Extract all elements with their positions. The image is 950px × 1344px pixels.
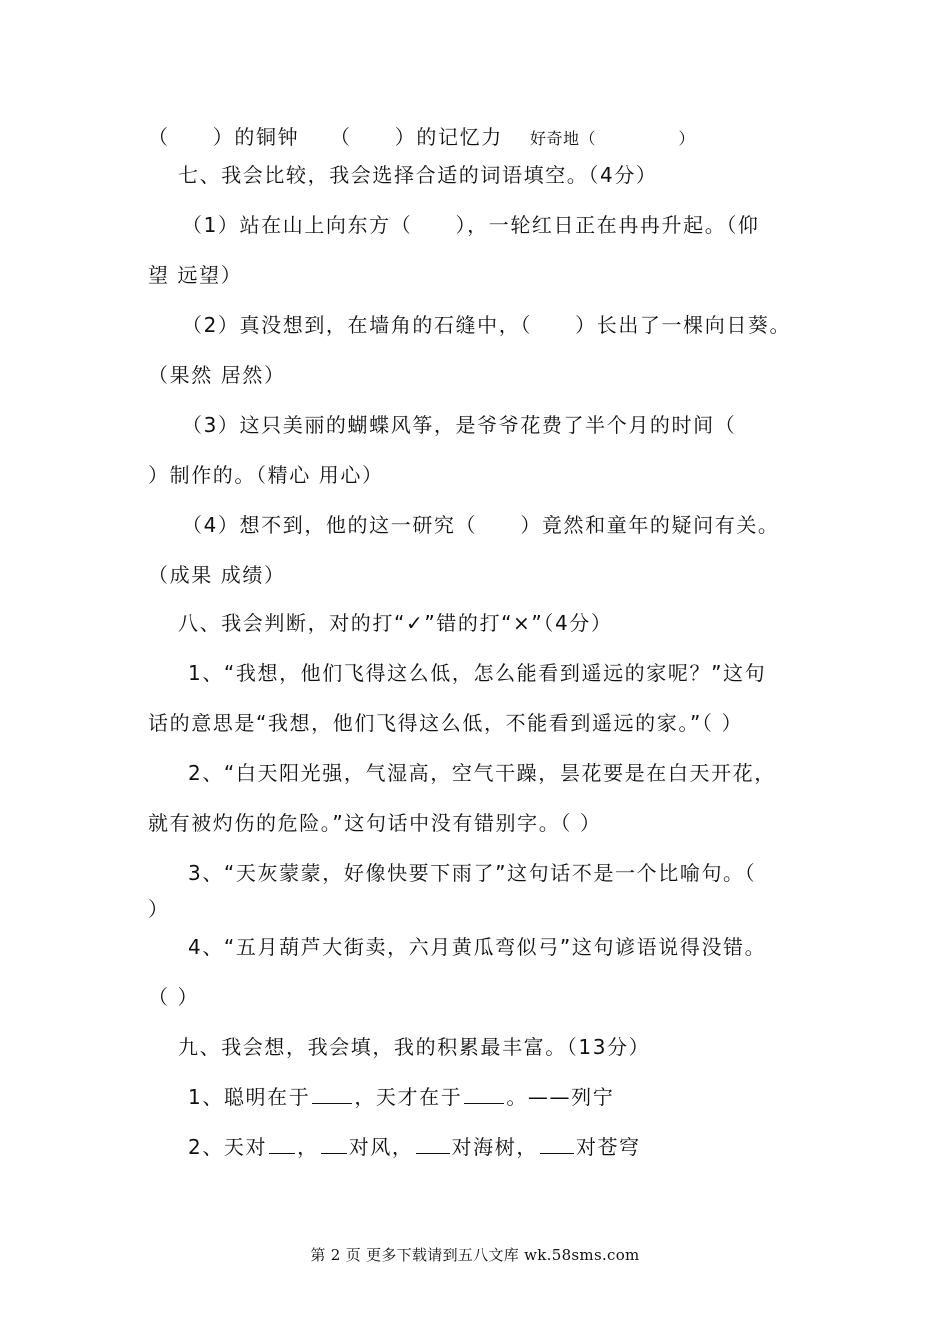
page-footer: 第 2 页 更多下载请到五八文库 wk.58sms.com [310,1246,640,1264]
s9-2-text-4: 对海树， [451,1135,538,1159]
section-7-title: 七、我会比较，我会选择合适的词语填空。（4分） [178,163,658,187]
top-line-a: （ ）的铜钟 [148,125,300,149]
s8-item-3-cont: ） [148,897,170,921]
s9-item-2 [188,1134,641,1160]
s9-2-text-1: 2、天对 [188,1135,268,1159]
s7-item-3: （3）这只美丽的蝴蝶风筝，是爷爷花费了半个月的时间（ [182,413,737,437]
fill-blank[interactable] [269,1135,295,1154]
s8-item-3: 3、“天灰蒙蒙，好像快要下雨了”这句话不是一个比喻句。（ [188,861,757,885]
section-9-title: 九、我会想，我会填，我的积累最丰富。（13分） [178,1035,651,1059]
s7-item-1-cont: 望 远望） [148,263,243,287]
s9-item-1 [188,1084,614,1110]
fill-blank[interactable] [321,1135,347,1154]
s7-item-1: （1）站在山上向东方（ ），一轮红日正在冉冉升起。（仰 [182,213,760,237]
fill-blank[interactable] [312,1085,352,1104]
s7-item-2-cont: （果然 居然） [148,363,286,387]
s8-item-2-cont: 就有被灼伤的危险。”这句话中没有错别字。（ ） [148,811,602,835]
s7-item-4-cont: （成果 成绩） [148,563,286,587]
s7-item-2: （2）真没想到，在墙角的石缝中，（ ）长出了一棵向日葵。 [182,313,792,337]
section-8-title: 八、我会判断，对的打“✓”错的打“×”（4分） [178,611,613,635]
fill-blank[interactable] [464,1085,504,1104]
s9-1-text-3: 。——列宁 [506,1085,615,1109]
fill-blank[interactable] [540,1135,574,1154]
top-line-b: （ ）的记忆力 [330,125,503,149]
s9-1-text-1: 1、聪明在于 [188,1085,311,1109]
s8-item-1: 1、“我想，他们飞得这么低，怎么能看到遥远的家呢？”这句 [188,661,767,685]
s9-2-text-2: ， [297,1135,319,1159]
top-line-c: 好奇地（ ） [530,129,696,148]
s8-item-4-cont: （ ） [148,985,200,1009]
s8-item-4: 4、“五月葫芦大街卖，六月黄瓜弯似弓”这句谚语说得没错。 [188,935,767,959]
fill-blank[interactable] [416,1135,450,1154]
s7-item-3-cont: ）制作的。（精心 用心） [148,463,384,487]
s7-item-4: （4）想不到，他的这一研究（ ）竟然和童年的疑问有关。 [182,513,780,537]
s9-2-text-3: 对风， [348,1135,414,1159]
s8-item-1-cont: 话的意思是“我想，他们飞得这么低，不能看到遥远的家。”（ ） [148,711,744,735]
s9-1-text-2: ，天才在于 [354,1085,463,1109]
s8-item-2: 2、“白天阳光强，气湿高，空气干躁，昙花要是在白天开花， [188,761,776,785]
s9-2-text-5: 对苍穹 [575,1135,641,1159]
